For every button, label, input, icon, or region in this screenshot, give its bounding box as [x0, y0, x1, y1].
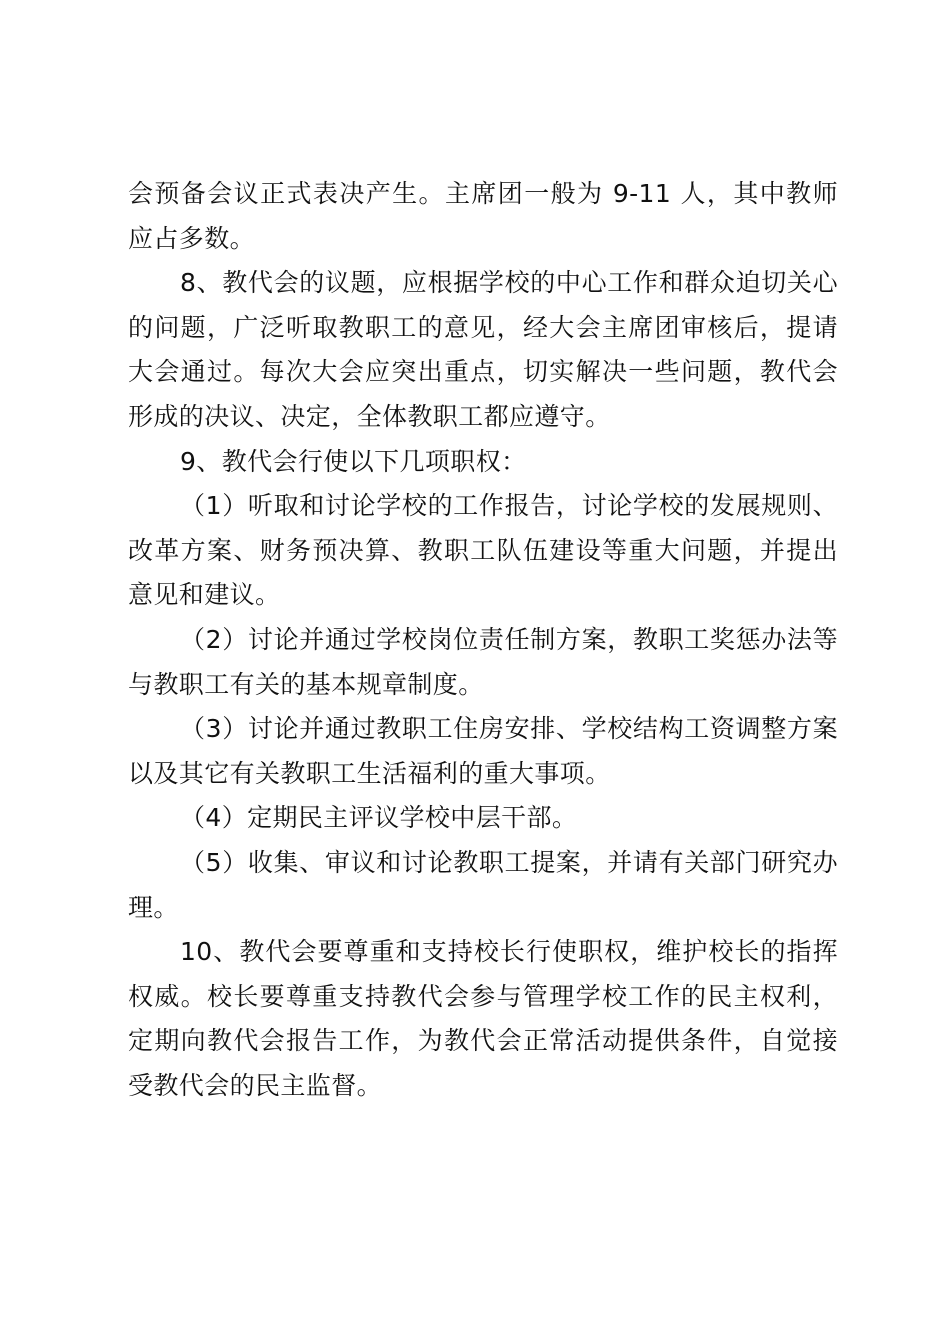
paragraph-subitem-5: （5）收集、审议和讨论教职工提案，并请有关部门研究办理。: [128, 847, 838, 922]
paragraph-subitem-2: （2）讨论并通过学校岗位责任制方案，教职工奖惩办法等与教职工有关的基本规章制度。: [128, 624, 838, 699]
paragraph-item-9: 9、教代会行使以下几项职权：: [180, 446, 527, 476]
paragraph-item-8: 8、教代会的议题，应根据学校的中心工作和群众迫切关心的问题，广泛听取教职工的意见，经大会主席团审核后，提请大会通过。每次大会应突出重点，切实解决一些问题，教代会形成的决议、决定，全体教职工都应遵守。: [128, 268, 838, 431]
paragraph-subitem-4: （4）定期民主评议学校中层干部。: [180, 803, 578, 833]
paragraph-continuation: 会预备会议正式表决产生。主席团一般为 9-11 人，其中教师应占多数。: [128, 179, 838, 253]
paragraph-item-10: 10、教代会要尊重和支持校长行使职权，维护校长的指挥权威。校长要尊重支持教代会参与管理学校工作的民主权利，定期向教代会报告工作，为教代会正常活动提供条件，自觉接受教代会的民主监督。: [128, 937, 838, 1100]
paragraph-subitem-3: （3）讨论并通过教职工住房安排、学校结构工资调整方案以及其它有关教职工生活福利的重大事项。: [128, 714, 838, 788]
document-body: [128, 172, 838, 1108]
paragraph-subitem-1: （1）听取和讨论学校的工作报告，讨论学校的发展规则、改革方案、财务预决算、教职工队伍建设等重大问题，并提出意见和建议。: [128, 491, 838, 610]
